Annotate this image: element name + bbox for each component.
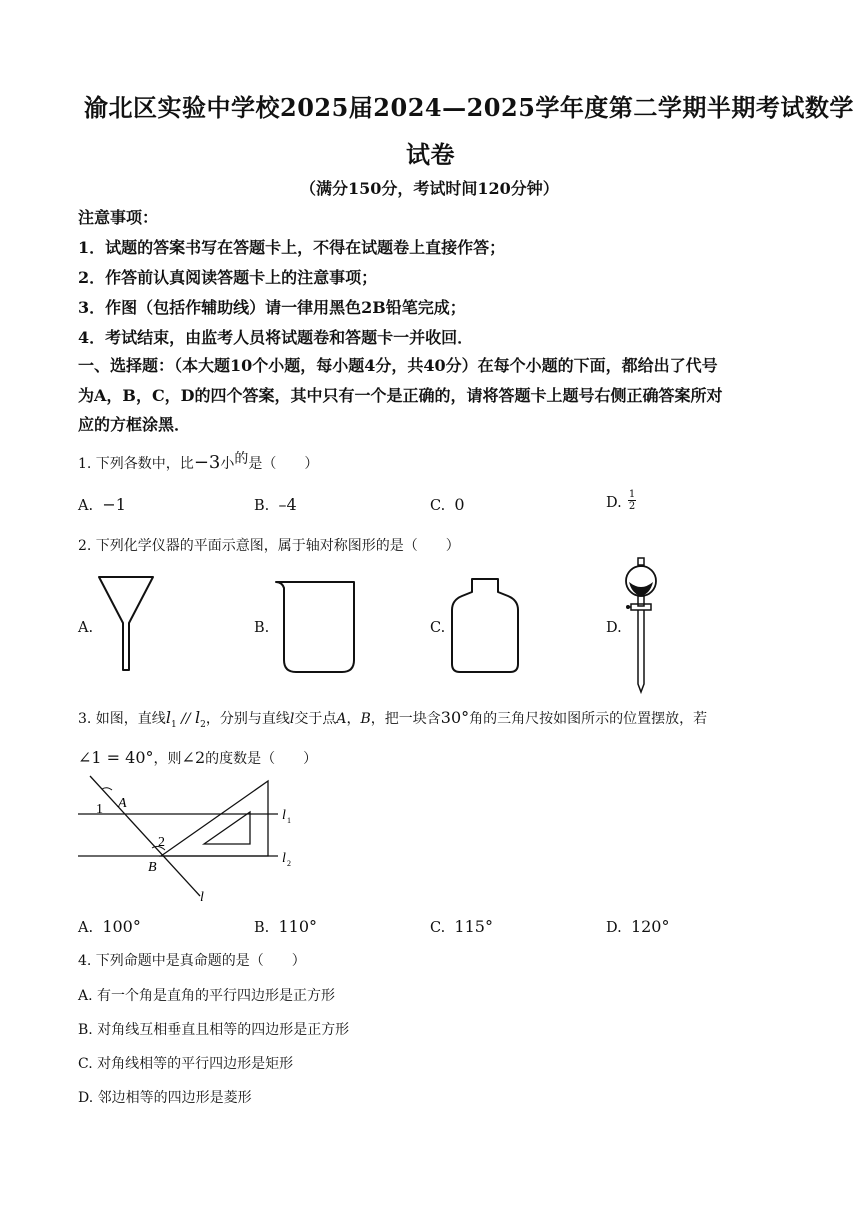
option-a-label: A.	[78, 620, 94, 636]
separatory-funnel-icon[interactable]	[624, 556, 658, 694]
option-d-label: D.	[606, 620, 622, 636]
label-point-a: A	[118, 796, 127, 811]
question-3-stem-line2: ∠1 = 40°，则∠2的度数是（ ）	[78, 748, 318, 767]
label-angle-2: 2	[158, 835, 165, 850]
page-subtitle: （满分150分，考试时间120分钟）	[300, 179, 559, 198]
line-l	[90, 776, 200, 896]
option-c[interactable]: C. 0	[430, 495, 465, 514]
question-3-stem: 3. 如图，直线$l_1 // l_2$，分别与直线l交于点A，B，把一块含30°角的三角尺按如图所示的位置摆放，若	[78, 708, 708, 730]
option-c[interactable]: C. 对角线相等的平行四边形是矩形	[78, 1056, 294, 1072]
question-4-stem: 4. 下列命题中是真命题的是（ ）	[78, 953, 306, 969]
label-l: l	[200, 890, 204, 904]
triangle-ruler-inner	[204, 812, 250, 844]
fraction-one-half: 1 2	[628, 489, 636, 512]
option-a[interactable]: A. 有一个角是直角的平行四边形是正方形	[78, 988, 336, 1004]
option-b[interactable]: B. 110°	[254, 917, 318, 936]
triangle-ruler	[161, 781, 268, 856]
option-b-label: B.	[254, 620, 270, 636]
question-2-stem: 2. 下列化学仪器的平面示意图，属于轴对称图形的是（ ）	[78, 538, 460, 554]
label-l1: l	[282, 808, 286, 823]
option-d[interactable]: D. 120°	[606, 917, 670, 936]
option-c[interactable]: C. 115°	[430, 917, 493, 936]
label-l2: l	[282, 851, 286, 866]
option-c-label: C.	[430, 620, 446, 636]
section-instruction: 为A，B，C，D的四个答案，其中只有一个是正确的，请将答题卡上题号右侧正确答案所对	[78, 386, 723, 405]
page-title: 渝北区实验中学校2025届2024—2025学年度第二学期半期考试数学	[84, 93, 854, 122]
section-instruction: 一、选择题：（本大题10个小题，每小题4分，共40分）在每个小题的下面，都给出了代号	[78, 356, 718, 375]
notice-item: 2．作答前认真阅读答题卡上的注意事项；	[78, 268, 378, 287]
reagent-bottle-icon[interactable]	[448, 576, 522, 675]
notice-item: 1．试题的答案书写在答题卡上，不得在试题卷上直接作答；	[78, 238, 506, 257]
question-1-stem: 1. 下列各数中，比−3小的是（ ）	[78, 451, 319, 473]
notice-item: 4．考试结束，由监考人员将试题卷和答题卡一并收回．	[78, 328, 474, 347]
section-instruction: 应的方框涂黑．	[78, 415, 191, 434]
beaker-icon[interactable]	[274, 578, 362, 675]
option-a[interactable]: A. 100°	[78, 917, 141, 936]
notice-heading: 注意事项：	[78, 208, 159, 227]
option-b[interactable]: B. 对角线互相垂直且相等的四边形是正方形	[78, 1022, 350, 1038]
notice-item: 3．作图（包括作辅助线）请一律用黑色2B铅笔完成；	[78, 298, 466, 317]
option-b[interactable]: B. –4	[254, 495, 297, 514]
option-d[interactable]: D. 邻边相等的四边形是菱形	[78, 1090, 252, 1106]
page-title-line2: 试卷	[406, 140, 455, 169]
funnel-icon[interactable]	[96, 574, 156, 674]
angle-1-arc	[102, 788, 112, 790]
label-point-b: B	[148, 860, 157, 875]
label-l1-sub: 1	[287, 816, 291, 825]
option-a[interactable]: A. −1	[78, 495, 126, 514]
option-d[interactable]: D.	[606, 495, 622, 511]
label-l2-sub: 2	[287, 859, 291, 868]
label-angle-1: 1	[96, 802, 103, 817]
parallel-lines-figure	[70, 774, 310, 904]
